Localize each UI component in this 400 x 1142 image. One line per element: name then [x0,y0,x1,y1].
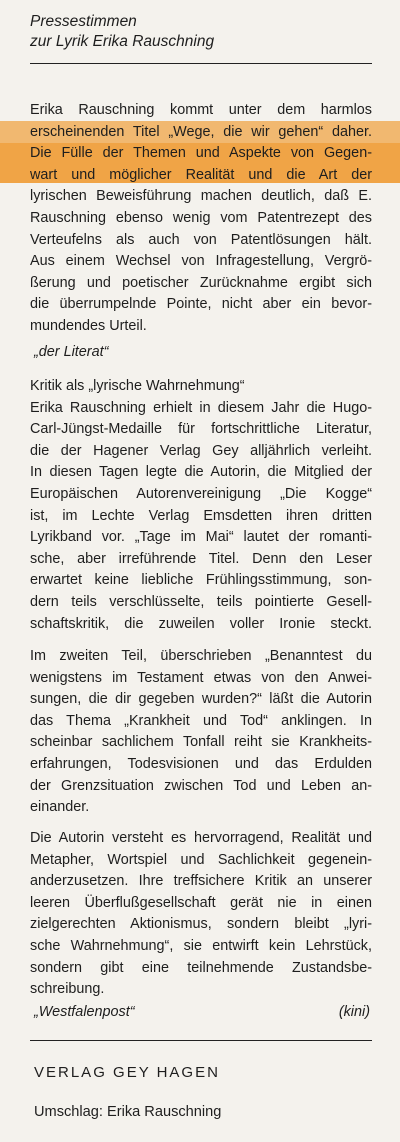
text-line: Aus einem Wechsel von Infragestellung, Vergrö- [30,253,372,270]
page-heading [30,12,214,52]
text-line: Die Fülle der Themen und Aspekte von Gegen- [30,145,372,162]
text-line: Kritik als „lyrische Wahrnehmung“ [30,378,245,394]
review-2-paragraph-1 [30,376,372,635]
review-2-paragraph-3 [30,828,372,1001]
review-2-source: „Westfalenpost“ [34,1004,135,1020]
text-line: einander. [30,799,90,816]
text-line: sche Wahrnehmung“, sie entwirft kein Lehrstück, [30,937,372,954]
top-rule [30,63,372,64]
text-line: schaftskritik, die zuweilen voller Ironie steckt. [30,615,372,632]
text-line: sungen, die dir gegeben wurden?“ läßt die Autorin [30,691,372,708]
review-2-author: (kini) [338,1004,370,1020]
text-line: Carl-Jüngst-Medaille für fortschrittliche Literatur, [30,421,372,438]
text-line: das Thema „Krankheit und Tod“ anklingen. In [30,712,372,729]
publisher-name: VERLAG GEY HAGEN [34,1064,220,1081]
bottom-rule [30,1040,372,1041]
text-line: die überrumpelnde Pointe, nicht aber ein bevor- [30,296,372,313]
text-line: sche, aber irreführende Titel. Denn den Leser [30,550,372,567]
review-1-text [30,100,372,338]
text-line: leeren Überflußgesellschaft gerät nie in einen [30,894,372,911]
text-line: Metapher, Wortspiel und Sachlichkeit gegenein- [30,851,372,868]
heading-line-1: Pressestimmen [30,13,137,30]
text-line: ßerung und poetischer Zurücknahme ergibt sich [30,274,372,291]
text-line: scheinbar sachlichem Tonfall reiht sie Krankheits- [30,734,372,751]
text-line: Lyrikband vor. „Tage im Mai“ lautet der romanti- [30,529,372,546]
text-line: schreibung. [30,981,105,998]
text-line: erfahrungen, Todesvisionen und das Erdulden [30,755,372,772]
text-line: lyrischen Beweisführung machen deutlich, daß E. [30,188,372,205]
heading-line-2: zur Lyrik Erika Rauschning [30,33,215,50]
text-line: dern teils verschlüsselte, teils pointierte Gesell- [30,593,372,610]
text-line: Im zweiten Teil, überschrieben „Benanntest du [30,648,372,664]
text-line: Die Autorin versteht es hervorragend, Realität und [30,830,372,846]
cover-credit: Umschlag: Erika Rauschning [34,1104,222,1120]
text-line: wart und möglicher Realität und die Art der [30,166,372,183]
text-line: Verteufelns als auch von Patentlösungen hält. [30,231,372,248]
text-line: zielgerechten Aktionismus, sondern bleibt „lyri- [30,916,372,933]
text-line: der Grenzsituation zwischen Tod und Leben an- [30,777,372,794]
text-line: ist, im Lechte Verlag Emsdetten ihren dritten [30,507,372,524]
review-2-paragraph-2 [30,646,372,819]
text-line: In diesen Tagen legte die Autorin, die Mitglied der [30,464,372,481]
text-line: Europäischen Autorenvereinigung „Die Kogge“ [30,485,372,502]
text-line: anderzusetzen. Ihre treffsichere Kritik an unserer [30,873,372,890]
review-1-source: „der Literat“ [34,344,109,360]
text-line: sondern gibt eine teilnehmende Zustandsbe- [30,959,372,976]
text-line: mundendes Urteil. [30,317,147,334]
text-line: die der Hagener Verlag Gey alljährlich verleiht. [30,442,372,459]
text-line: Erika Rauschning kommt unter dem harmlos [30,102,372,118]
text-line: erscheinenden Titel „Wege, die wir gehen“ daher. [30,123,372,140]
text-line: Erika Rauschning erhielt in diesem Jahr die Hugo- [30,399,372,416]
text-line: erwartet keine liebliche Frühlingsstimmung, son- [30,572,372,589]
text-line: Rauschning ebenso wenig vom Patentrezept des [30,209,372,226]
text-line: wenigstens im Testament etwas von den Anwei- [30,669,372,686]
